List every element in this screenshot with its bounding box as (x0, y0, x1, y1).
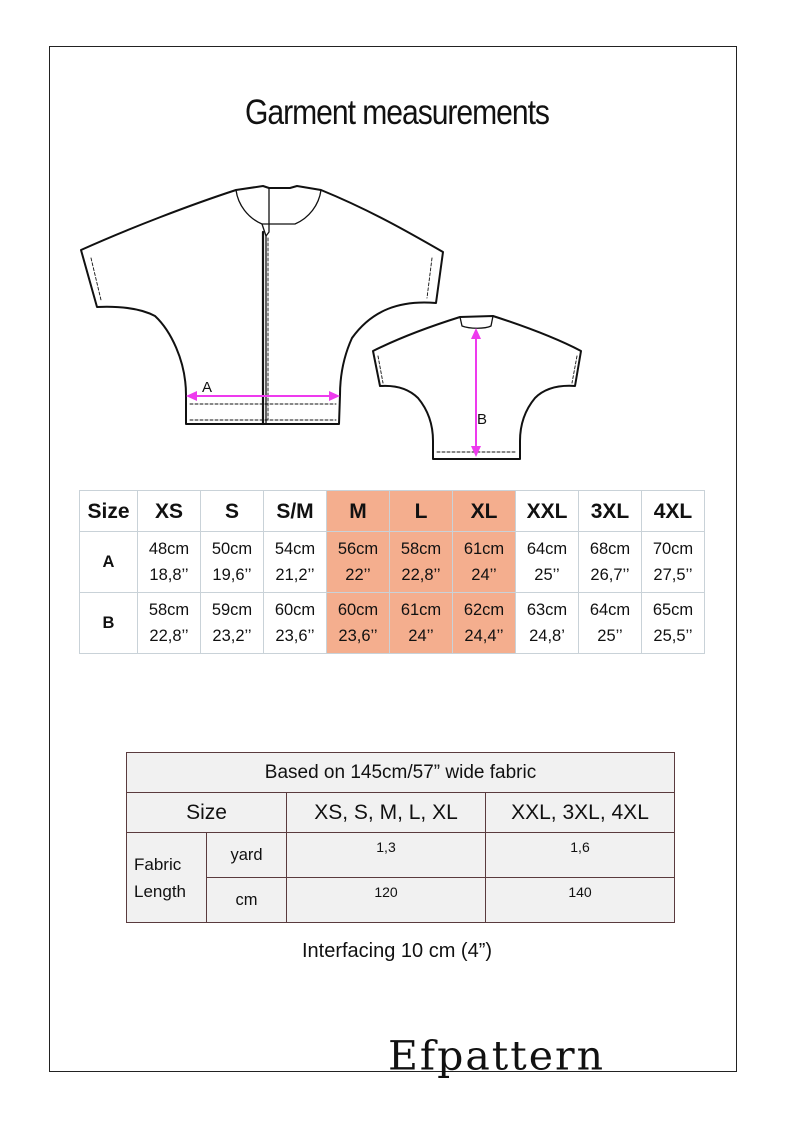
size-header-m: M (327, 491, 390, 532)
measurement-b-label: B (477, 411, 488, 428)
size-table-header-row (80, 491, 705, 532)
fabric-size-row (127, 793, 675, 833)
fabric-yard-row (127, 833, 675, 878)
page-title: Garment measurements (245, 93, 549, 132)
table-row (80, 593, 705, 654)
table-cell: 58cm 22,8’’ (138, 593, 201, 654)
interfacing-note: Interfacing 10 cm (4”) (301, 940, 493, 962)
table-cell: 62cm 24,4’’ (453, 593, 516, 654)
fabric-caption-row (127, 753, 675, 793)
size-header-l: L (390, 491, 453, 532)
fabric-unit-cm: cm (207, 878, 287, 923)
fabric-table (126, 752, 675, 923)
size-header-sm: S/M (264, 491, 327, 532)
fabric-length-label: Fabric Length (127, 833, 207, 923)
fabric-group-1: XS, S, M, L, XL (287, 793, 486, 833)
table-row (80, 532, 705, 593)
table-cell: 59cm 23,2’’ (201, 593, 264, 654)
size-table (79, 490, 705, 654)
fabric-caption: Based on 145cm/57” wide fabric (127, 753, 675, 793)
brand-signature: Efpattern (388, 1032, 606, 1080)
fabric-size-label: Size (127, 793, 287, 833)
table-cell: 65cm 25,5’’ (642, 593, 705, 654)
fabric-cm-row (127, 878, 675, 923)
garment-diagram (0, 0, 794, 480)
table-cell: 64cm 25’’ (516, 532, 579, 593)
garment-front-view (81, 186, 443, 424)
size-header-s: S (201, 491, 264, 532)
table-cell: 61cm 24’’ (453, 532, 516, 593)
table-cell: 70cm 27,5’’ (642, 532, 705, 593)
table-cell: 120 (287, 878, 486, 923)
size-header-label: Size (80, 491, 138, 532)
size-header-xxl: XXL (516, 491, 579, 532)
table-cell: 64cm 25’’ (579, 593, 642, 654)
fabric-unit-yard: yard (207, 833, 287, 878)
size-header-3xl: 3XL (579, 491, 642, 532)
table-cell: 68cm 26,7’’ (579, 532, 642, 593)
row-label-b: B (80, 593, 138, 654)
row-label-a: A (80, 532, 138, 593)
table-cell: 50cm 19,6’’ (201, 532, 264, 593)
table-cell: 54cm 21,2’’ (264, 532, 327, 593)
table-cell: 60cm 23,6’’ (264, 593, 327, 654)
table-cell: 48cm 18,8’’ (138, 532, 201, 593)
table-cell: 1,3 (287, 833, 486, 878)
size-header-xs: XS (138, 491, 201, 532)
table-cell: 140 (486, 878, 675, 923)
measurement-a-label: A (202, 379, 213, 396)
measurement-b-arrow (471, 328, 481, 457)
table-cell: 56cm 22’’ (327, 532, 390, 593)
table-cell: 1,6 (486, 833, 675, 878)
table-cell: 61cm 24’’ (390, 593, 453, 654)
fabric-group-2: XXL, 3XL, 4XL (486, 793, 675, 833)
table-cell: 58cm 22,8’’ (390, 532, 453, 593)
size-header-4xl: 4XL (642, 491, 705, 532)
table-cell: 60cm 23,6’’ (327, 593, 390, 654)
size-header-xl: XL (453, 491, 516, 532)
table-cell: 63cm 24,8’ (516, 593, 579, 654)
